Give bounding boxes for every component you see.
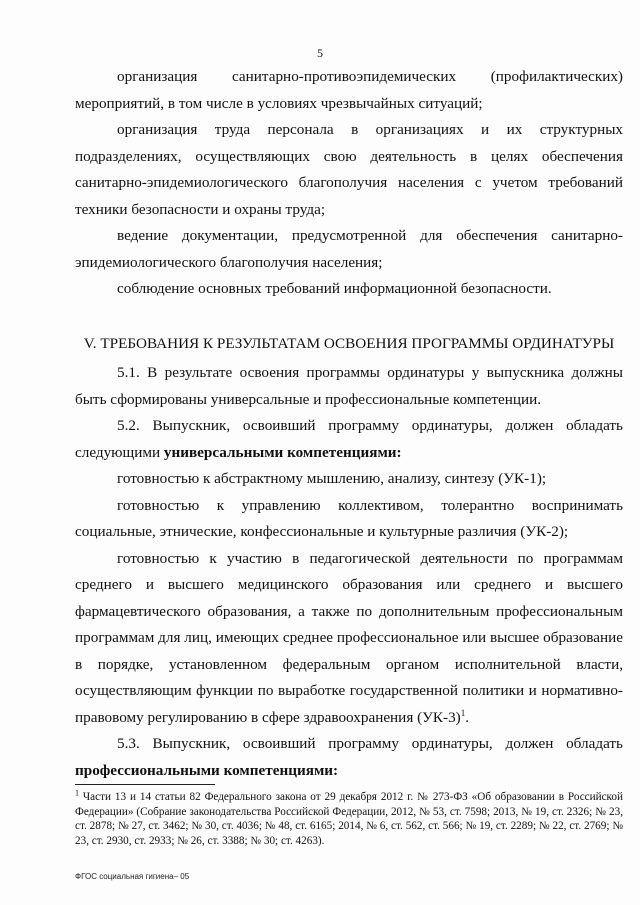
paragraph-5-3-text: 5.3. Выпускник, освоивший программу ординатуры, должен обладать <box>117 735 623 752</box>
intro-list <box>75 64 623 303</box>
footnote-text: Части 13 и 14 статьи 82 Федерального закона от 29 декабря 2012 г. № 273-ФЗ «Об образовании в Российской Федерации» (Собрание законодательства Российской Федерации, 2012, № 53, ст. 7598; 2013, № 19, ст. 2326; № 23, ст. 2878; № 27, ст. 3462; № 30, ст. 4036; № 48, ст. 6165; 2014, № 6, ст. 562, ст. 566; № 19, ст. 2289; № 22, ст. 2769; № 23, ст. 2930, ст. 2933; № 26, ст. 3388; № 30; ст. 4263). <box>75 791 624 847</box>
competency-uk2: готовностью к управлению коллективом, толерантно воспринимать социальные, этнические, конфессиональные и культурные различия (УК-2); <box>75 496 623 540</box>
universal-competencies-label: универсальными компетенциями: <box>163 443 402 461</box>
list-item: соблюдение основных требований информационной безопасности. <box>117 280 552 297</box>
footnote-divider <box>75 784 215 785</box>
section-body <box>75 360 623 784</box>
list-item: организация санитарно-противоэпидемических (профилактических) мероприятий, в том числе в условиях чрезвычайных ситуаций; <box>75 68 623 112</box>
paragraph-5-2 <box>75 413 623 466</box>
paragraph-5-2-text: 5.2. Выпускник, освоивший программу ординатуры, должен обладать следующими <box>75 417 623 461</box>
list-item: организация труда персонала в организациях и их структурных подразделениях, осуществляющих свою деятельность в целях обеспечения санитарно-эпидемиологического благополучия населения с учетом требований техники безопасности и охраны труда; <box>75 121 623 218</box>
paragraph-5-3 <box>75 731 623 784</box>
list-item: ведение документации, предусмотренной для обеспечения санитарно-эпидемиологического благополучия населения; <box>75 227 623 271</box>
footnote-reference: 1 <box>460 707 466 718</box>
section-heading: V. ТРЕБОВАНИЯ К РЕЗУЛЬТАТАМ ОСВОЕНИЯ ПРОГРАММЫ ОРДИНАТУРЫ <box>83 335 615 352</box>
footnote-mark: 1 <box>75 788 79 798</box>
footnote <box>75 790 623 848</box>
competency-uk3: готовностью к участию в педагогической деятельности по программам среднего и высшего медицинского образования или среднего и высшего фармацевтического образования, а также по дополнительным профессиональным программам для лиц, имеющих среднее профессиональное или высшее образование в порядке, установленном федеральным органом исполнительной власти, осуществляющим функции по выработке государственной политики и нормативно-правовому регулированию в сфере здравоохранения $(УК-3)^1$. <box>75 549 623 726</box>
document-footer-label: ФГОС социальная гигиена– 05 <box>75 872 190 881</box>
paragraph-5-1: 5.1. В результате освоения программы ординатуры у выпускника должны быть сформированы универсальные и профессиональные компетенции. <box>75 364 623 408</box>
page-number: 5 <box>317 46 323 60</box>
competency-uk3-text: готовностью к участию в педагогической деятельности по программам среднего и высшего медицинского образования или среднего и высшего фармацевтического образования, а также по дополнительным профессиональным программам для лиц, имеющих среднее профессиональное или высшее образование в порядке, установленном федеральным органом исполнительной власти, осуществляющим функции по выработке государственной политики и нормативно-правовому регулированию в сфере здравоохранения (УК-3) <box>75 549 623 726</box>
competency-uk1: готовностью к абстрактному мышлению, анализу, синтезу (УК-1); <box>117 470 547 487</box>
professional-competencies-label: профессиональными компетенциями: <box>75 761 339 779</box>
